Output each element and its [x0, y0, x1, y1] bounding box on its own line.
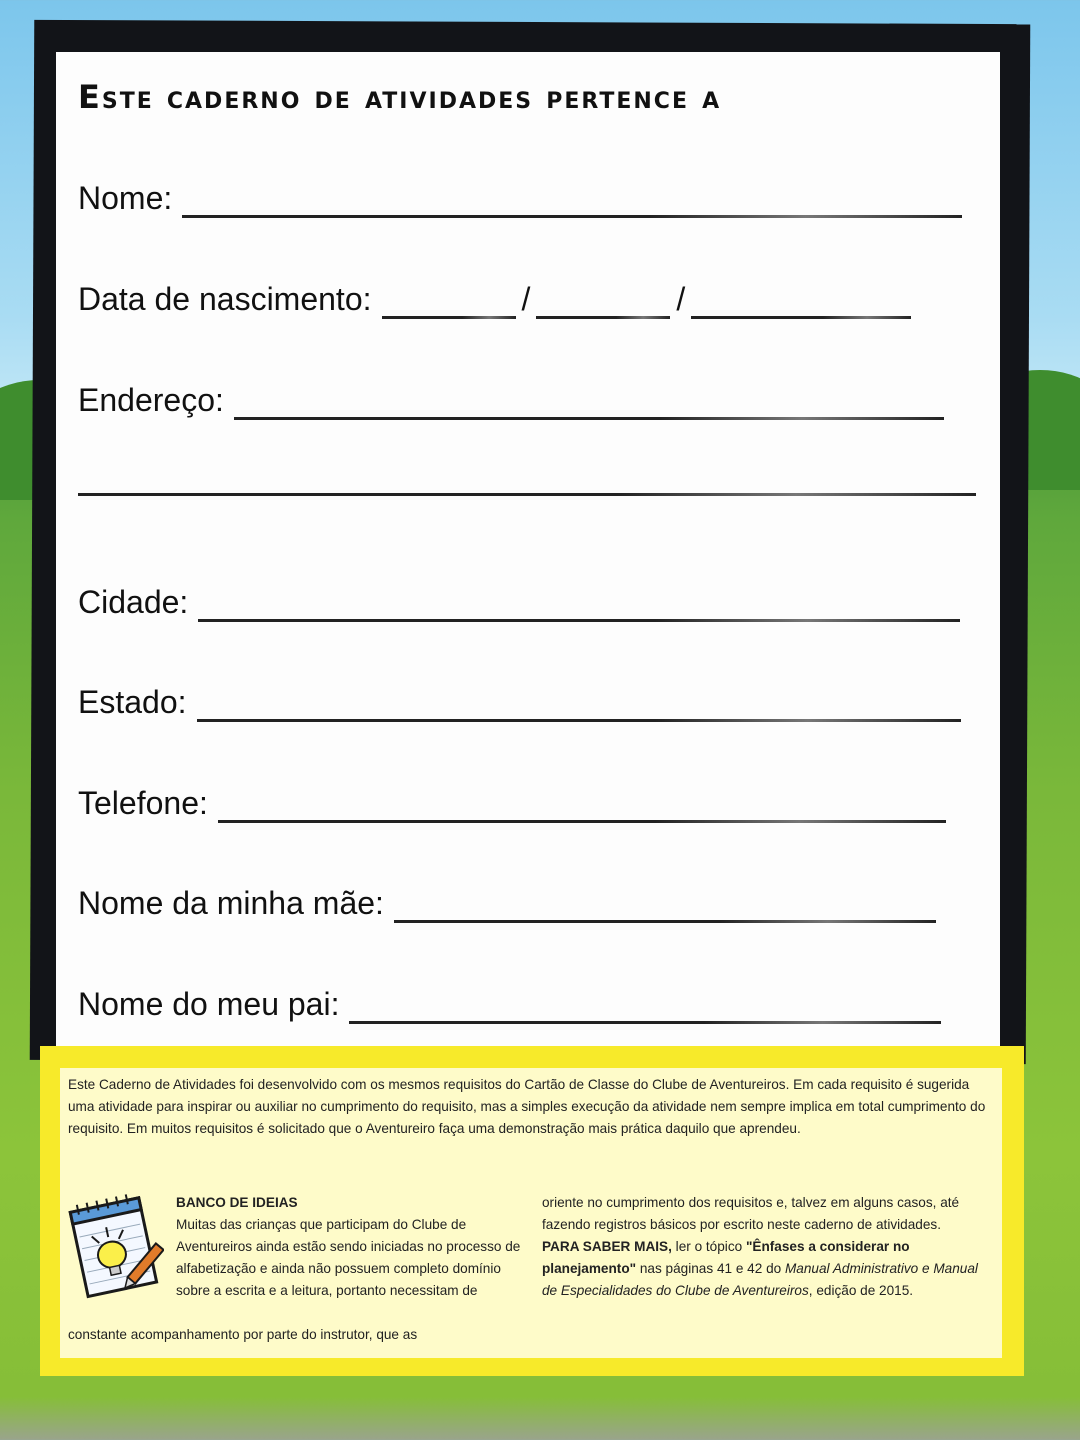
date-separator: / — [676, 281, 686, 317]
page-title: Este caderno de atividades pertence a — [78, 78, 722, 116]
saber-mais-topic: "Ênfases a considerar no planejamento" — [542, 1239, 910, 1276]
banco-de-ideias-text: Muitas das crianças que participam do Clube de Aventureiros ainda estão sendo iniciadas no processo de alfabetização e ainda não possuem completo domínio sobre a escrita e a leitura, portanto necessitam de — [176, 1217, 521, 1298]
field-label: Nome da minha mãe: — [78, 885, 384, 921]
field-label: Cidade: — [78, 584, 189, 620]
phone-input-line[interactable] — [218, 820, 946, 823]
banco-de-ideias-text-cont: constante acompanhamento por parte do instrutor, que as — [68, 1327, 418, 1342]
saber-mais-text: ler o tópico — [671, 1239, 746, 1254]
field-label: Nome do meu pai: — [78, 986, 340, 1022]
address-line-2-input-line[interactable] — [78, 493, 976, 496]
field-name[interactable] — [78, 182, 962, 214]
city-input-line[interactable] — [198, 619, 960, 622]
field-phone[interactable] — [78, 787, 946, 819]
field-state[interactable] — [78, 686, 961, 718]
manual-administrativo-ref: Manual Administrativo — [784, 1261, 919, 1276]
field-label: Nome: — [78, 180, 173, 216]
owner-form-card — [56, 52, 1000, 1062]
saber-mais-text: , edição de 2015. — [808, 1283, 914, 1298]
right-column — [542, 1192, 992, 1302]
address-input-line[interactable] — [234, 417, 944, 420]
info-box-inner — [60, 1068, 1002, 1358]
banco-de-ideias-title: BANCO DE IDEIAS — [176, 1195, 298, 1210]
saber-mais-text: e — [918, 1261, 934, 1276]
banco-de-ideias-section — [176, 1192, 526, 1302]
field-label: Estado: — [78, 684, 187, 720]
field-birthdate[interactable] — [78, 283, 911, 315]
name-input-line[interactable] — [182, 215, 962, 218]
saber-mais-paragraph — [542, 1236, 992, 1302]
field-city[interactable] — [78, 586, 960, 618]
birth-day-input-line[interactable] — [382, 316, 516, 319]
field-address[interactable] — [78, 384, 944, 416]
manual-especialidades-ref: Manual de Especialidades do Clube de Aventureiros — [542, 1261, 978, 1298]
father-name-input-line[interactable] — [349, 1021, 941, 1024]
field-label: Telefone: — [78, 785, 208, 821]
right-column-text: oriente no cumprimento dos requisitos e, talvez em alguns casos, até fazendo registros básicos por escrito neste caderno de atividades. — [542, 1195, 960, 1232]
mother-name-input-line[interactable] — [394, 920, 936, 923]
field-label: Endereço: — [78, 382, 224, 418]
birth-month-input-line[interactable] — [536, 316, 670, 319]
birth-year-input-line[interactable] — [691, 316, 911, 319]
saber-mais-label: PARA SABER MAIS, — [542, 1239, 672, 1254]
saber-mais-text: nas páginas 41 e 42 do — [636, 1261, 785, 1276]
field-mother-name[interactable] — [78, 887, 936, 919]
intro-paragraph: Este Caderno de Atividades foi desenvolvido com os mesmos requisitos do Cartão de Classe do Clube de Aventureiros. Em cada requisito é sugerida uma atividade para inspirar ou auxiliar no cumprimento do requisito, mas a simples execução da atividade nem sempre implica em total cumprimento do requisito. Em muitos requisitos é solicitado que o Aventureiro faça uma demonstração mais prática daquilo que aprendeu. — [68, 1077, 986, 1136]
field-father-name[interactable] — [78, 988, 941, 1020]
notepad-lightbulb-icon — [64, 1190, 164, 1300]
state-input-line[interactable] — [197, 719, 961, 722]
info-box — [40, 1046, 1024, 1376]
date-separator: / — [521, 281, 531, 317]
field-label: Data de nascimento: — [78, 281, 372, 317]
